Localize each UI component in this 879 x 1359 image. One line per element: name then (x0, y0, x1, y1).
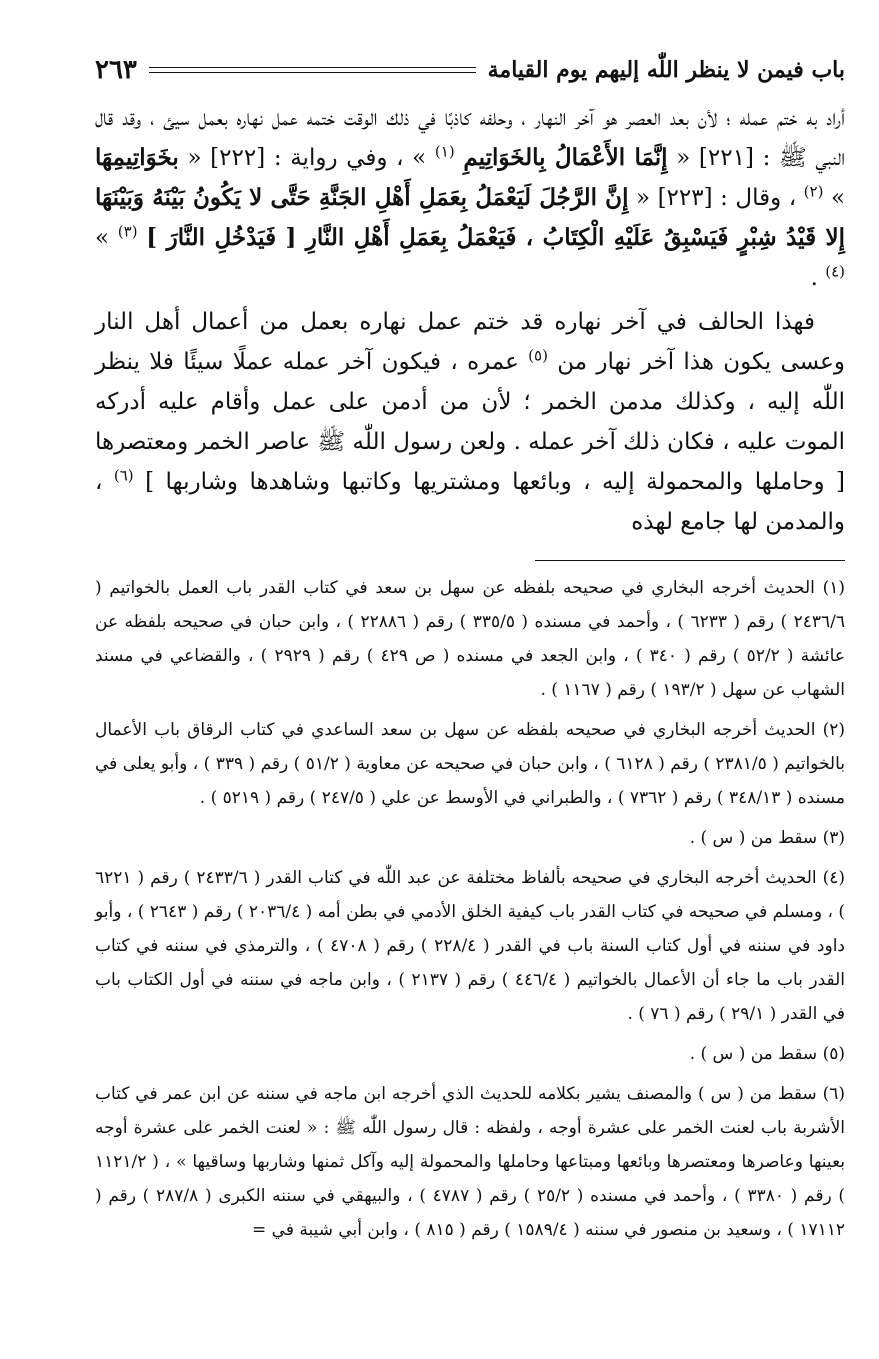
hadith-text: إِنَّ الرَّجُلَ لَيَعْمَلُ بِعَمَلِ أَهْلِ الجَنَّةِ حَتَّى لا يَكُونُ بَيْنَهُ وَبَيْنَهَا إِلا قَيْدُ شِبْرٍ فَيَسْبِقُ عَلَيْهِ الْكِتَابُ ، فَيَعْمَلُ بِعَمَلِ أَهْلِ النَّارِ [ فَيَدْخُلِ النَّارَ ] (95, 184, 845, 251)
footnote-3: (٣) سقط من ( س ) . (689, 828, 845, 848)
paragraph-1 (95, 98, 845, 298)
footnote-divider (535, 560, 845, 561)
text-run: ، والمدمن لها جامع لهذه (95, 469, 845, 535)
page-number: ٢٦٣ (95, 55, 137, 85)
running-title: باب فيمن لا ينظر اللّٰه إليهم يوم القيامة (487, 57, 845, 83)
footnote-2: (٢) الحديث أخرجه البخاري في صحيحه بلفظه عن سهل بن سعد الساعدي في كتاب الرقاق باب الأعمال بالخواتيم ( ٢٣٨١/٥ ) رقم ( ٦١٢٨ ) ، وابن حبان في صحيحه عن معاوية ( ٥١/٢ ) رقم ( ٣٣٩ ) ، وأبو يعلى في مسنده ( ٣٤٨/١٣ ) رقم ( ٧٣٦٢ ) ، والطبراني في الأوسط عن علي ( ٢٤٧/٥ ) رقم ( ٥٢١٩ ) . (95, 720, 846, 808)
text-run: عمره ، فيكون آخر عمله عملًا سيئًا فلا ينظر اللّٰه إليه ، وكذلك مدمن الخمر ؛ لأن من أدمن على عمل وأقام عليه أدركه الموت عليه ، فكان ذلك آخر عمله . ولعن رسول اللّٰه ﷺ عاصر الخمر ومعتصرها [ وحاملها والمحمولة إليه ، وبائعها ومشتريها وكاتبها وشاهدها وشاربها ] (95, 349, 845, 495)
footnote-5: (٥) سقط من ( س ) . (689, 1044, 845, 1064)
footnote-6: (٦) سقط من ( س ) والمصنف يشير بكلامه للحديث الذي أخرجه ابن ماجه في سننه عن ابن عمر في كتاب الأشربة باب لعنت الخمر على عشرة أوجه ، ولفظه : قال رسول اللّٰه ﷺ : « لعنت الخمر على عشرة أوجه بعينها وعاصرها ومعتصرها وبائعها ومبتاعها وحاملها والمحمولة إليه وآكل ثمنها وشاربها وساقيها » ، ( ١١٢١/٢ ) رقم ( ٣٣٨٠ ) ، وأحمد في مسنده ( ٢٥/٢ ) رقم ( ٤٧٨٧ ) ، والبيهقي في سننه الكبرى ( ٢٨٧/٨ ) رقم ( ١٧١١٢ ) ، وسعيد بن منصور في سننه ( ١٥٨٩/٤ ) رقم ( ٨١٥ ) ، وابن أبي شيبة في = (95, 1084, 846, 1240)
footnote-4: (٤) الحديث أخرجه البخاري في صحيحه بألفاظ مختلفة عن عبد اللّٰه في كتاب القدر ( ٢٤٣٣/٦ ) رقم ( ٦٢٢١ ) ، ومسلم في صحيحه في كتاب القدر باب كيفية الخلق الأدمي في بطن أمه ( ٢٠٣٦/٤ ) رقم ( ٢٦٤٣ ) ، وأبو داود في سننه في أول كتاب السنة باب في القدر ( ٢٢٨/٤ ) رقم ( ٤٧٠٨ ) ، والترمذي في سننه في كتاب القدر باب ما جاء أن الأعمال بالخواتيم ( ٤٤٦/٤ ) رقم ( ٢١٣٧ ) ، وابن ماجه في سننه في أول الكتاب باب في القدر ( ٢٩/١ ) رقم ( ٧٦ ) . (95, 868, 846, 1024)
book-page (95, 50, 845, 1253)
footnote-1: (١) الحديث أخرجه البخاري في صحيحه بلفظه عن سهل بن سعد في كتاب القدر باب العمل بالخواتيم ( ٢٤٣٦/٦ ) رقم ( ٦٢٣٣ ) ، وأحمد في مسنده ( ٣٣٥/٥ ) رقم ( ٢٢٨٨٦ ) ، وابن حبان في صحيحه بلفظه عن عائشة ( ٥٢/٢ ) رقم ( ٣٤٠ ) ، وابن الجعد في مسنده ( ص ٤٢٩ ) رقم ( ٢٩٢٩ ) ، والقضاعي في مسند الشهاب عن سهل ( ١٩٣/٢ ) رقم ( ١١٦٧ ) . (95, 578, 845, 700)
hadith-text: بخَوَاتِيمِهَا (95, 144, 179, 171)
text-run: ، وقال : [٢٢٣] « (635, 185, 797, 211)
footnote-ref[interactable]: (٥) (528, 346, 548, 365)
text-run: » ، وفي رواية : [٢٢٢] « (187, 145, 427, 171)
text-run: . (810, 265, 818, 291)
main-text (95, 98, 845, 542)
footnote-ref[interactable]: (٦) (113, 466, 134, 485)
footnote-ref[interactable]: (٣) (117, 222, 138, 241)
hadith-text: إِنَّمَا الأَعْمَالُ بِالخَوَاتِيمِ (463, 144, 668, 171)
page-header (95, 50, 845, 90)
header-rule (149, 67, 476, 73)
footnote-ref[interactable]: (١) (434, 142, 455, 161)
footnote-ref[interactable]: (٤) (825, 262, 845, 281)
text-run: » (830, 185, 846, 211)
text-run: » (95, 225, 110, 251)
text-run: أراد به ختم عمله ؛ لأن بعد العصر هو آخر النهار ، وحلفه كاذبًا في ذلك الوقت ختمه عمل نهاره بعمل سيئ ، وقد قال النبي ﷺ : [٢٢١] « (95, 105, 846, 171)
paragraph-2 (95, 302, 845, 542)
footnotes (95, 571, 845, 1247)
footnote-ref[interactable]: (٢) (803, 182, 824, 201)
text-run: فهذا الحالف في آخر نهاره قد ختم عمل نهاره بعمل من أعمال أهل النار وعسى يكون هذا آخر نهار من (95, 309, 845, 375)
